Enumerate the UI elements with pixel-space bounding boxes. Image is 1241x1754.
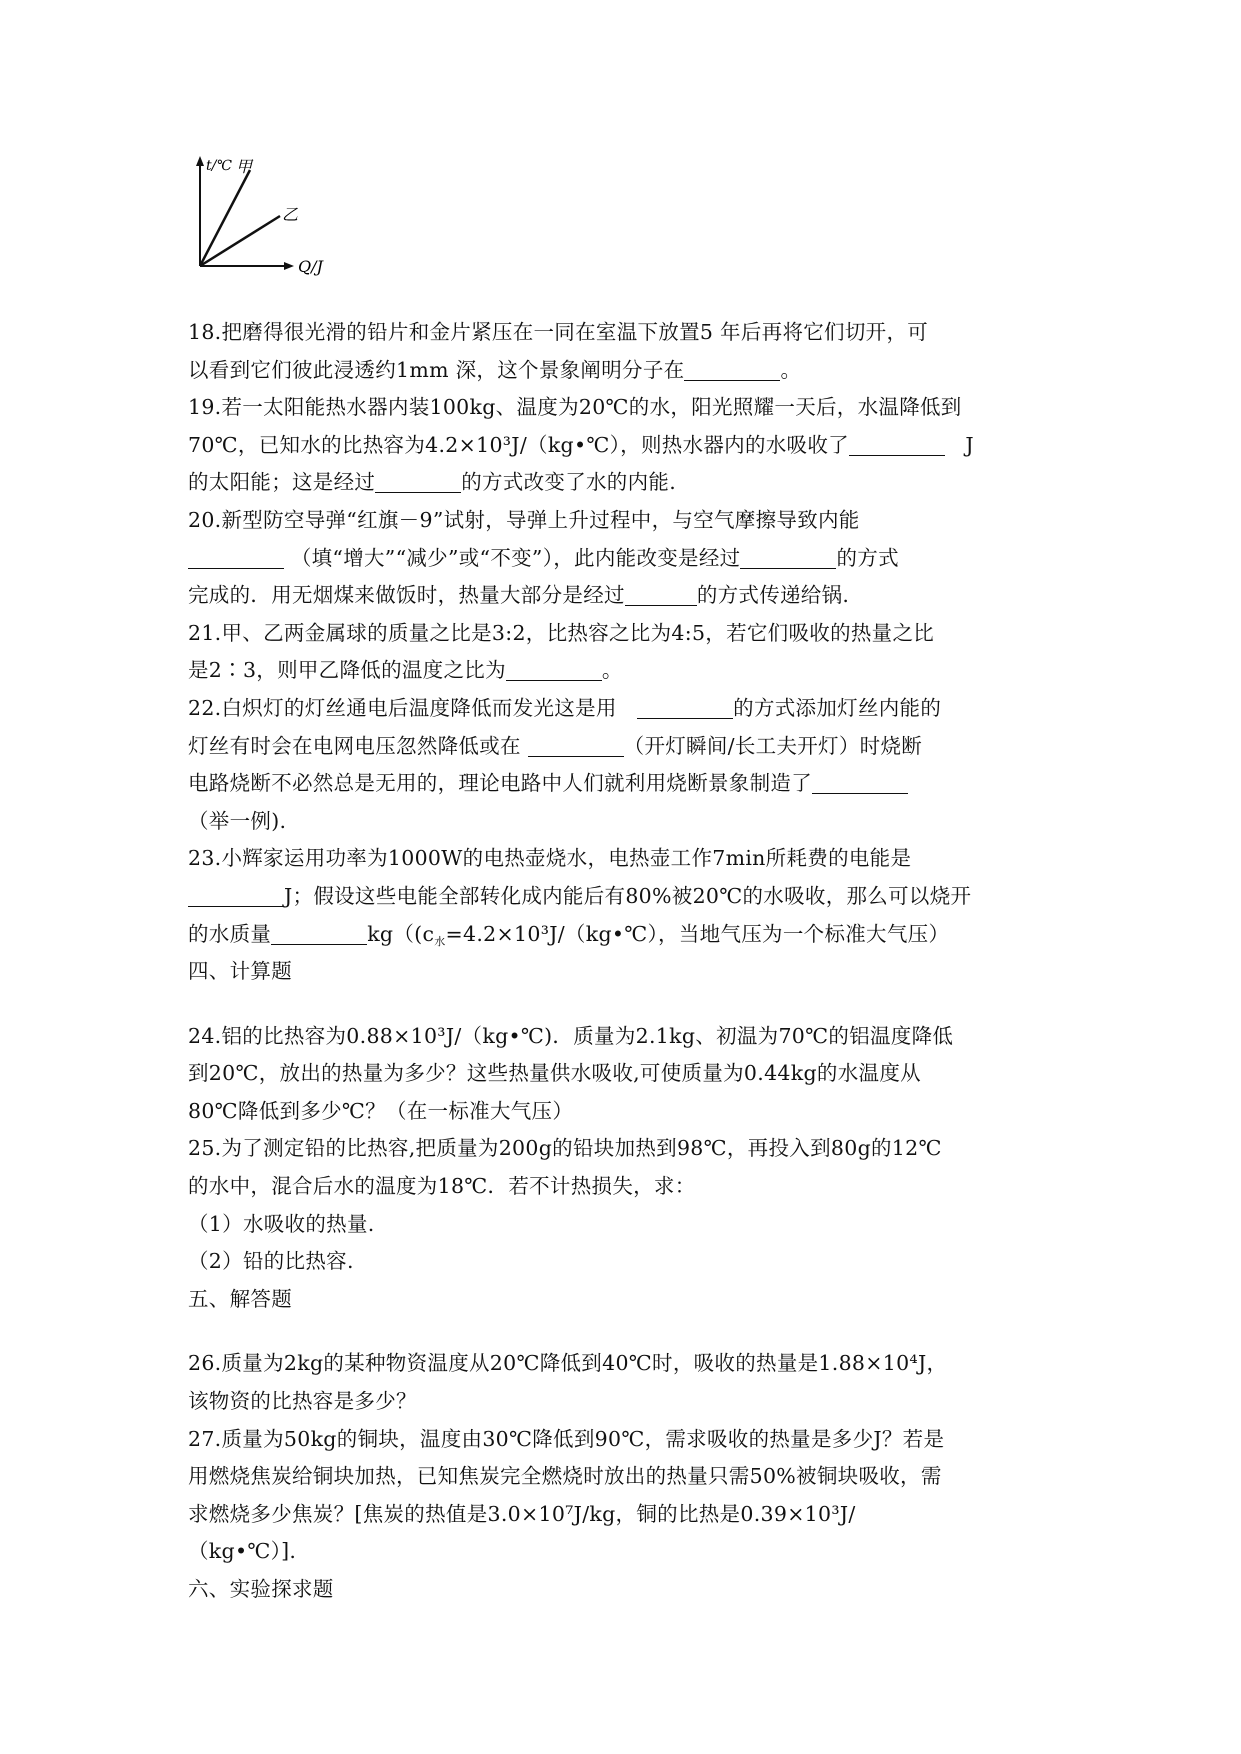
q22-text-2: （开灯瞬间/长工夫开灯）时烧断	[623, 733, 923, 758]
q25-line-4: （2）铅的比热容.	[188, 1249, 354, 1274]
q19-unit: J	[965, 432, 974, 457]
answer-blank[interactable]	[271, 919, 367, 945]
answer-blank[interactable]	[188, 543, 284, 569]
y-axis-label: t/℃	[206, 158, 233, 174]
q19-end: 的方式改变了水的内能.	[461, 470, 677, 495]
q22-text: 灯丝有时会在电网电压忽然降低或在	[188, 733, 521, 758]
q27-line-4: （kg•℃）].	[188, 1539, 297, 1564]
q19-text: 70℃，已知水的比热容为4.2×10³J/（kg•℃），则热水器内的水吸收了	[188, 432, 849, 457]
y-axis-arrow	[196, 156, 204, 166]
q20-text: 完成的．用无烟煤来做饭时，热量大部分是经过	[188, 583, 625, 608]
answer-blank[interactable]	[637, 693, 733, 719]
q23-text-3: =4.2×10³J/（kg•℃），当地气压为一个标准大气压）	[445, 921, 950, 946]
q26-line-2: 该物资的比热容是多少？	[188, 1389, 417, 1414]
q21-line-2	[188, 652, 1068, 690]
q25-line-2: 的水中，混合后水的温度为18℃．若不计热损失，求：	[188, 1174, 696, 1199]
answer-blank[interactable]	[188, 881, 284, 907]
q20-line-1: 20.新型防空导弹“红旗－9”试射，导弹上升过程中，与空气摩擦导致内能	[188, 507, 860, 532]
q22-line-1	[188, 690, 1068, 728]
q27-line-3: 求燃烧多少焦炭？[焦炭的热值是3.0×10⁷J/kg，铜的比热是0.39×10³J/	[188, 1501, 856, 1526]
section-heading-calc: 四、计算题	[188, 959, 292, 984]
line-b-label: 乙	[282, 205, 299, 224]
answer-blank[interactable]	[740, 543, 836, 569]
q18-end: 。	[780, 357, 802, 382]
q20-end: 的方式传递给锅.	[696, 583, 850, 608]
q23-line-1: 23.小辉家运用功率为1000W的电热壶烧水，电热壶工作7min所耗费的电能是	[188, 846, 912, 871]
q19-line-3	[188, 464, 1068, 502]
q27-line-2: 用燃烧焦炭给铜块加热，已知焦炭完全燃烧时放出的热量只需50%被铜块吸收，需	[188, 1464, 942, 1489]
q24-line-3: 80℃降低到多少℃？（在一标准大气压）	[188, 1098, 574, 1123]
q25-line-1: 25.为了测定铅的比热容,把质量为200g的铅块加热到98℃，再投入到80g的12℃	[188, 1136, 942, 1161]
q20-line-2	[188, 540, 1068, 578]
answer-blank[interactable]	[684, 355, 780, 381]
q20-text-2: 的方式	[836, 545, 899, 570]
section-heading-experiment: 六、实验探求题	[188, 1577, 334, 1601]
q23-text: 的水质量	[188, 921, 272, 946]
q21-end: 。	[601, 658, 623, 683]
q23-text: J；假设这些电能全部转化成内能后有80%被20℃的水吸收，那么可以烧开	[284, 883, 972, 908]
answer-blank[interactable]	[625, 580, 697, 606]
x-axis-label: Q/J	[298, 257, 323, 276]
q20-text: （填“增大”“减少”或“不变”），此内能改变是经过	[290, 545, 741, 570]
q22-line-4: （举一例).	[188, 808, 287, 833]
document-body	[188, 314, 1068, 1609]
answer-blank[interactable]	[375, 467, 461, 493]
q18-text: 以看到它们彼此浸透约1mm 深，这个景象阐明分子在	[188, 357, 685, 382]
q25-line-3: （1）水吸收的热量.	[188, 1211, 375, 1236]
x-axis-arrow	[284, 262, 294, 270]
q23-line-3	[188, 916, 1068, 954]
answer-blank[interactable]	[528, 731, 624, 757]
answer-blank[interactable]	[812, 768, 908, 794]
q21-text: 是2∶3，则甲乙降低的温度之比为	[188, 658, 506, 683]
q22-line-2	[188, 728, 1068, 766]
q24-line-1: 24.铝的比热容为0.88×10³J/（kg•℃)．质量为2.1kg、初温为70℃的铝温度降低	[188, 1023, 954, 1048]
q18-line-1: 18.把磨得很光滑的铅片和金片紧压在一同在室温下放置5 年后再将它们切开，可	[188, 320, 929, 344]
q23-text-2: kg（(c	[367, 921, 435, 946]
answer-blank[interactable]	[849, 430, 945, 456]
q19-line-2	[188, 427, 1068, 465]
answer-blank[interactable]	[506, 655, 602, 681]
q22-line-3	[188, 765, 1068, 803]
q21-line-1: 21.甲、乙两金属球的质量之比是3:2，比热容之比为4:5，若它们吸收的热量之比	[188, 620, 935, 645]
q23-line-2	[188, 878, 1068, 916]
line-a-label: 甲	[236, 157, 253, 176]
q18-line-2	[188, 352, 1068, 390]
temperature-heat-graph	[188, 156, 388, 304]
q27-line-1: 27.质量为50kg的铜块，温度由30℃降低到90℃，需求吸收的热量是多少J？若是	[188, 1426, 945, 1451]
q22-text-2: 的方式添加灯丝内能的	[733, 695, 942, 720]
q20-line-3	[188, 577, 1068, 615]
q22-text: 电路烧断不必然总是无用的，理论电路中人们就利用烧断景象制造了	[188, 771, 812, 796]
q24-line-2: 到20℃，放出的热量为多少？这些热量供水吸收,可使质量为0.44kg的水温度从	[188, 1061, 921, 1086]
q26-line-1: 26.质量为2kg的某种物资温度从20℃降低到40℃时，吸收的热量是1.88×10⁴J，	[188, 1351, 948, 1376]
q23-subscript: 水	[434, 934, 446, 948]
q19-text: 的太阳能；这是经过	[188, 470, 376, 495]
q19-line-1: 19.若一太阳能热水器内装100kg、温度为20℃的水，阳光照耀一天后，水温降低到	[188, 395, 962, 420]
section-heading-answer: 五、解答题	[188, 1286, 292, 1311]
q22-text: 22.白炽灯的灯丝通电后温度降低而发光这是用	[188, 695, 617, 720]
